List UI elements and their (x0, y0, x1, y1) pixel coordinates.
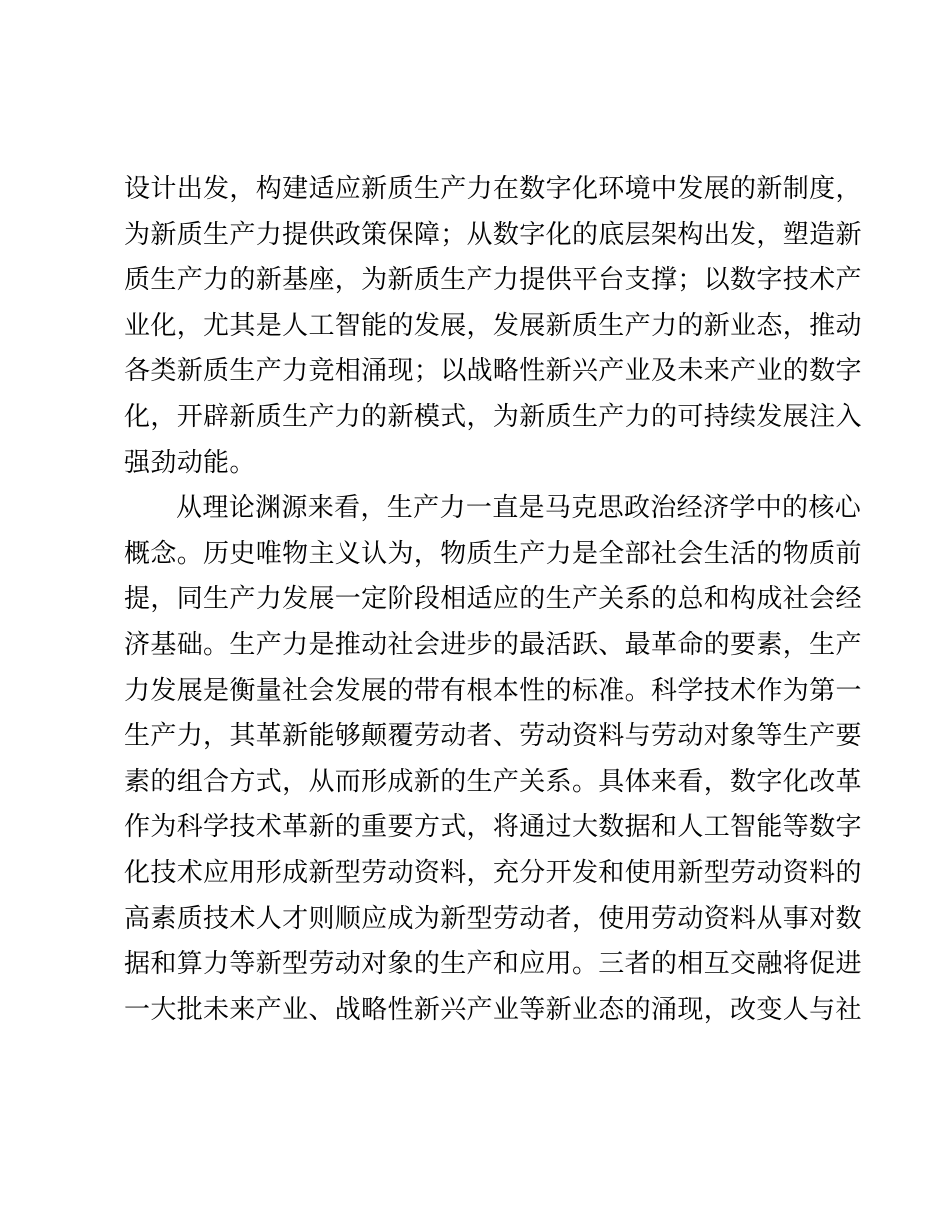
body-text (124, 167, 862, 1033)
text-line: 为新质生产力提供政策保障；从数字化的底层架构出发，塑造新 (124, 219, 862, 250)
text-line: 从理论渊源来看，生产力一直是马克思政治经济学中的核心 (176, 493, 862, 524)
text-line: 概念。历史唯物主义认为，物质生产力是全部社会生活的物质前 (124, 538, 862, 569)
text-line: 设计出发，构建适应新质生产力在数字化环境中发展的新制度， (124, 174, 862, 204)
text-line: 生产力，其革新能够颠覆劳动者、劳动资料与劳动对象等生产要 (124, 721, 862, 752)
text-line: 化技术应用形成新型劳动资料，充分开发和使用新型劳动资料的 (124, 857, 862, 888)
text-line: 强劲动能。 (124, 447, 256, 478)
paragraph-2 (124, 486, 862, 1033)
text-line: 力发展是衡量社会发展的带有根本性的标准。科学技术作为第一 (124, 675, 862, 706)
text-line: 作为科学技术革新的重要方式，将通过大数据和人工智能等数字 (124, 812, 862, 843)
text-line: 高素质技术人才则顺应成为新型劳动者，使用劳动资料从事对数 (124, 903, 862, 934)
text-line: 提，同生产力发展一定阶段相适应的生产关系的总和构成社会经 (124, 584, 862, 615)
text-line: 素的组合方式，从而形成新的生产关系。具体来看，数字化改革 (124, 766, 862, 797)
text-line: 化，开辟新质生产力的新模式，为新质生产力的可持续发展注入 (124, 401, 862, 432)
text-line: 业化，尤其是人工智能的发展，发展新质生产力的新业态，推动 (124, 310, 862, 341)
text-line: 质生产力的新基座，为新质生产力提供平台支撑；以数字技术产 (124, 265, 862, 296)
paragraph-1 (124, 167, 862, 486)
text-line: 一大批未来产业、战略性新兴产业等新业态的涌现，改变人与社 (124, 994, 862, 1025)
text-line: 济基础。生产力是推动社会进步的最活跃、最革命的要素，生产 (124, 629, 862, 660)
text-line: 各类新质生产力竞相涌现；以战略性新兴产业及未来产业的数字 (124, 356, 862, 387)
text-line: 据和算力等新型劳动对象的生产和应用。三者的相互交融将促进 (124, 949, 862, 980)
